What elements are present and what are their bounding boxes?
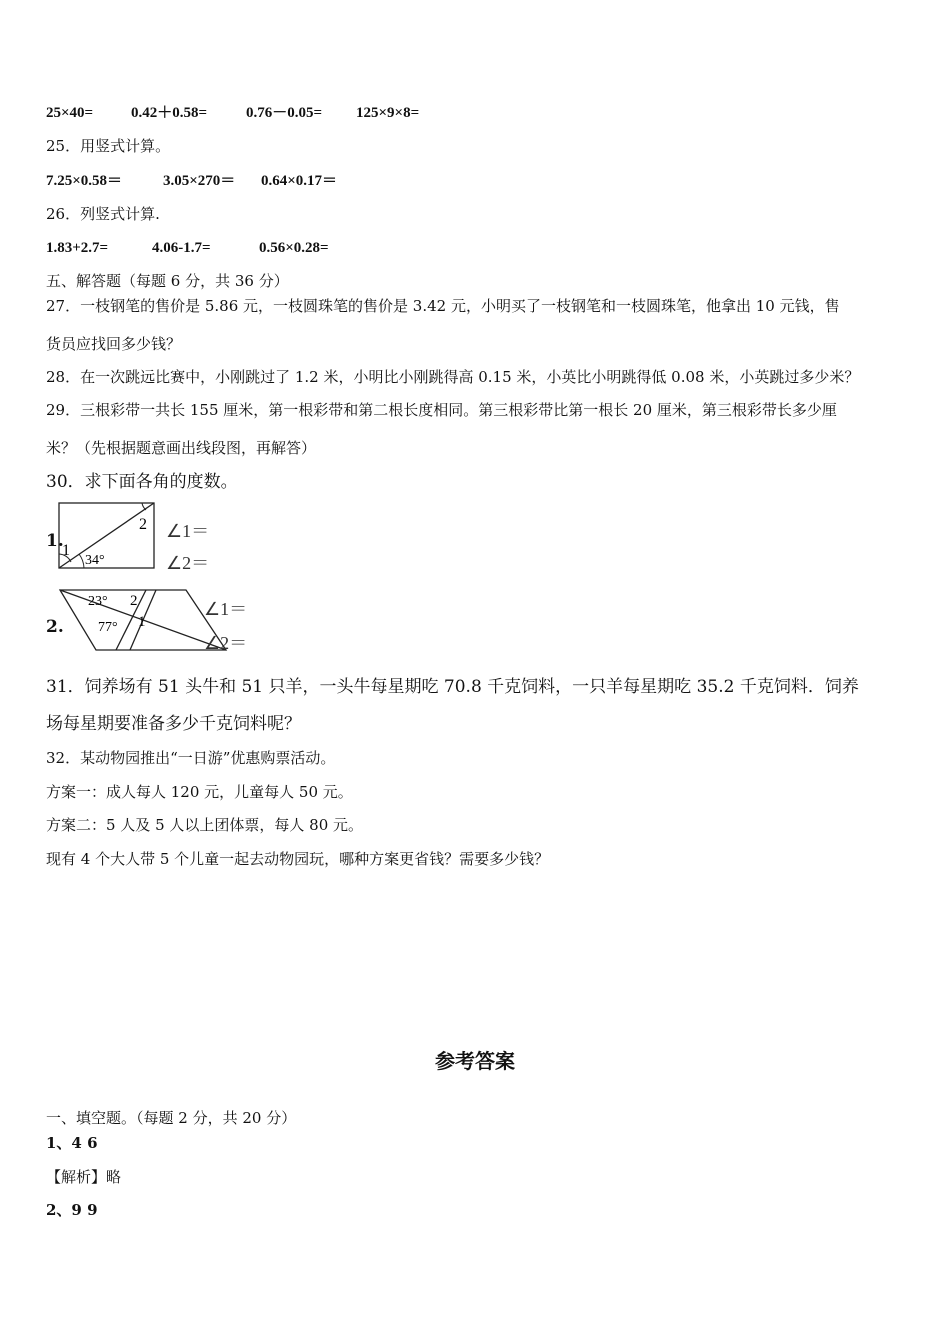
- expr: 0.42＋0.58=: [131, 105, 208, 121]
- question-32-ask: 现有 4 个大人带 5 个儿童一起去动物园玩，哪种方案更省钱？需要多少钱？: [46, 850, 550, 868]
- figure-1-number: 1.: [46, 531, 64, 551]
- angle-1-label: 1: [138, 614, 146, 630]
- figure-2-parallelogram: [56, 584, 266, 658]
- section-5-heading: 五、解答题（每题 6 分，共 36 分）: [46, 272, 289, 290]
- question-27-line1: 27．一枝钢笔的售价是 5.86 元，一枝圆珠笔的售价是 3.42 元，小明买了一枝钢笔和一枝圆珠笔，他拿出 10 元钱，售: [46, 297, 840, 315]
- question-32: 32．某动物园推出“一日游”优惠购票活动。: [46, 749, 336, 767]
- answer-1-analysis: 【解析】略: [46, 1168, 122, 1186]
- angle-1-equation: ∠1＝: [204, 599, 248, 619]
- question-25: 25．用竖式计算。: [46, 137, 171, 155]
- angle-2-label: 2: [139, 516, 147, 533]
- question-27-line2: 货员应找回多少钱？: [46, 335, 182, 353]
- expr: 0.76－0.05=: [246, 105, 323, 121]
- angle-77-label: 77°: [98, 620, 118, 635]
- question-29-line1: 29．三根彩带一共长 155 厘米，第一根彩带和第二根长度相同。第三根彩带比第一根长 20 厘米，第三根彩带长多少厘: [46, 401, 837, 419]
- diagonal-line: [59, 503, 154, 568]
- expr: 7.25×0.58＝: [46, 173, 123, 189]
- angle-2-label: 2: [130, 593, 138, 609]
- answer-title: 参考答案: [435, 1049, 515, 1073]
- angle-2-equation: ∠2＝: [204, 633, 248, 653]
- angle-1-label: 1: [62, 542, 70, 559]
- question-29-line2: 米？（先根据题意画出线段图，再解答）: [46, 439, 317, 457]
- angle-34-label: 34°: [85, 553, 105, 568]
- expr: 0.64×0.17＝: [261, 173, 338, 189]
- expression-row-2: [46, 170, 337, 191]
- figure-2-number: 2.: [46, 617, 64, 637]
- angle-1-equation: ∠1＝: [166, 521, 210, 541]
- question-26: 26．列竖式计算.: [46, 205, 160, 223]
- expr: 125×9×8=: [356, 105, 420, 121]
- question-31-line2: 场每星期要准备多少千克饲料呢？: [46, 714, 301, 734]
- question-30: 30．求下面各角的度数。: [46, 472, 238, 492]
- expr: 4.06-1.7=: [152, 240, 211, 256]
- plan-2: 方案二：5 人及 5 人以上团体票，每人 80 元。: [46, 816, 364, 834]
- expr: 25×40=: [46, 105, 94, 121]
- expression-row-3: [46, 237, 329, 258]
- question-31-line1: 31．饲养场有 51 头牛和 51 只羊，一头牛每星期吃 70.8 千克饲料，一只羊每星期吃 35.2 千克饲料．饲养: [46, 677, 859, 697]
- figure-1-rectangle: [56, 500, 256, 576]
- expr: 1.83+2.7=: [46, 240, 109, 256]
- expression-row-1: [46, 102, 419, 123]
- angle-2-equation: ∠2＝: [166, 553, 210, 573]
- answer-2: 2、9 9: [46, 1201, 98, 1219]
- angle-arc-34: [79, 554, 84, 568]
- answer-1: 1、4 6: [46, 1134, 98, 1152]
- plan-1: 方案一：成人每人 120 元，儿童每人 50 元。: [46, 783, 353, 801]
- expr: 0.56×0.28=: [259, 240, 329, 256]
- angle-23-label: 23°: [88, 594, 108, 609]
- answer-section-1-heading: 一、填空题。（每题 2 分，共 20 分）: [46, 1109, 297, 1127]
- expr: 3.05×270＝: [163, 173, 236, 189]
- angle-arc-2: [142, 503, 146, 510]
- question-28: 28．在一次跳远比赛中，小刚跳过了 1.2 米，小明比小刚跳得高 0.15 米，小英比小明跳得低 0.08 米，小英跳过多少米？: [46, 368, 860, 386]
